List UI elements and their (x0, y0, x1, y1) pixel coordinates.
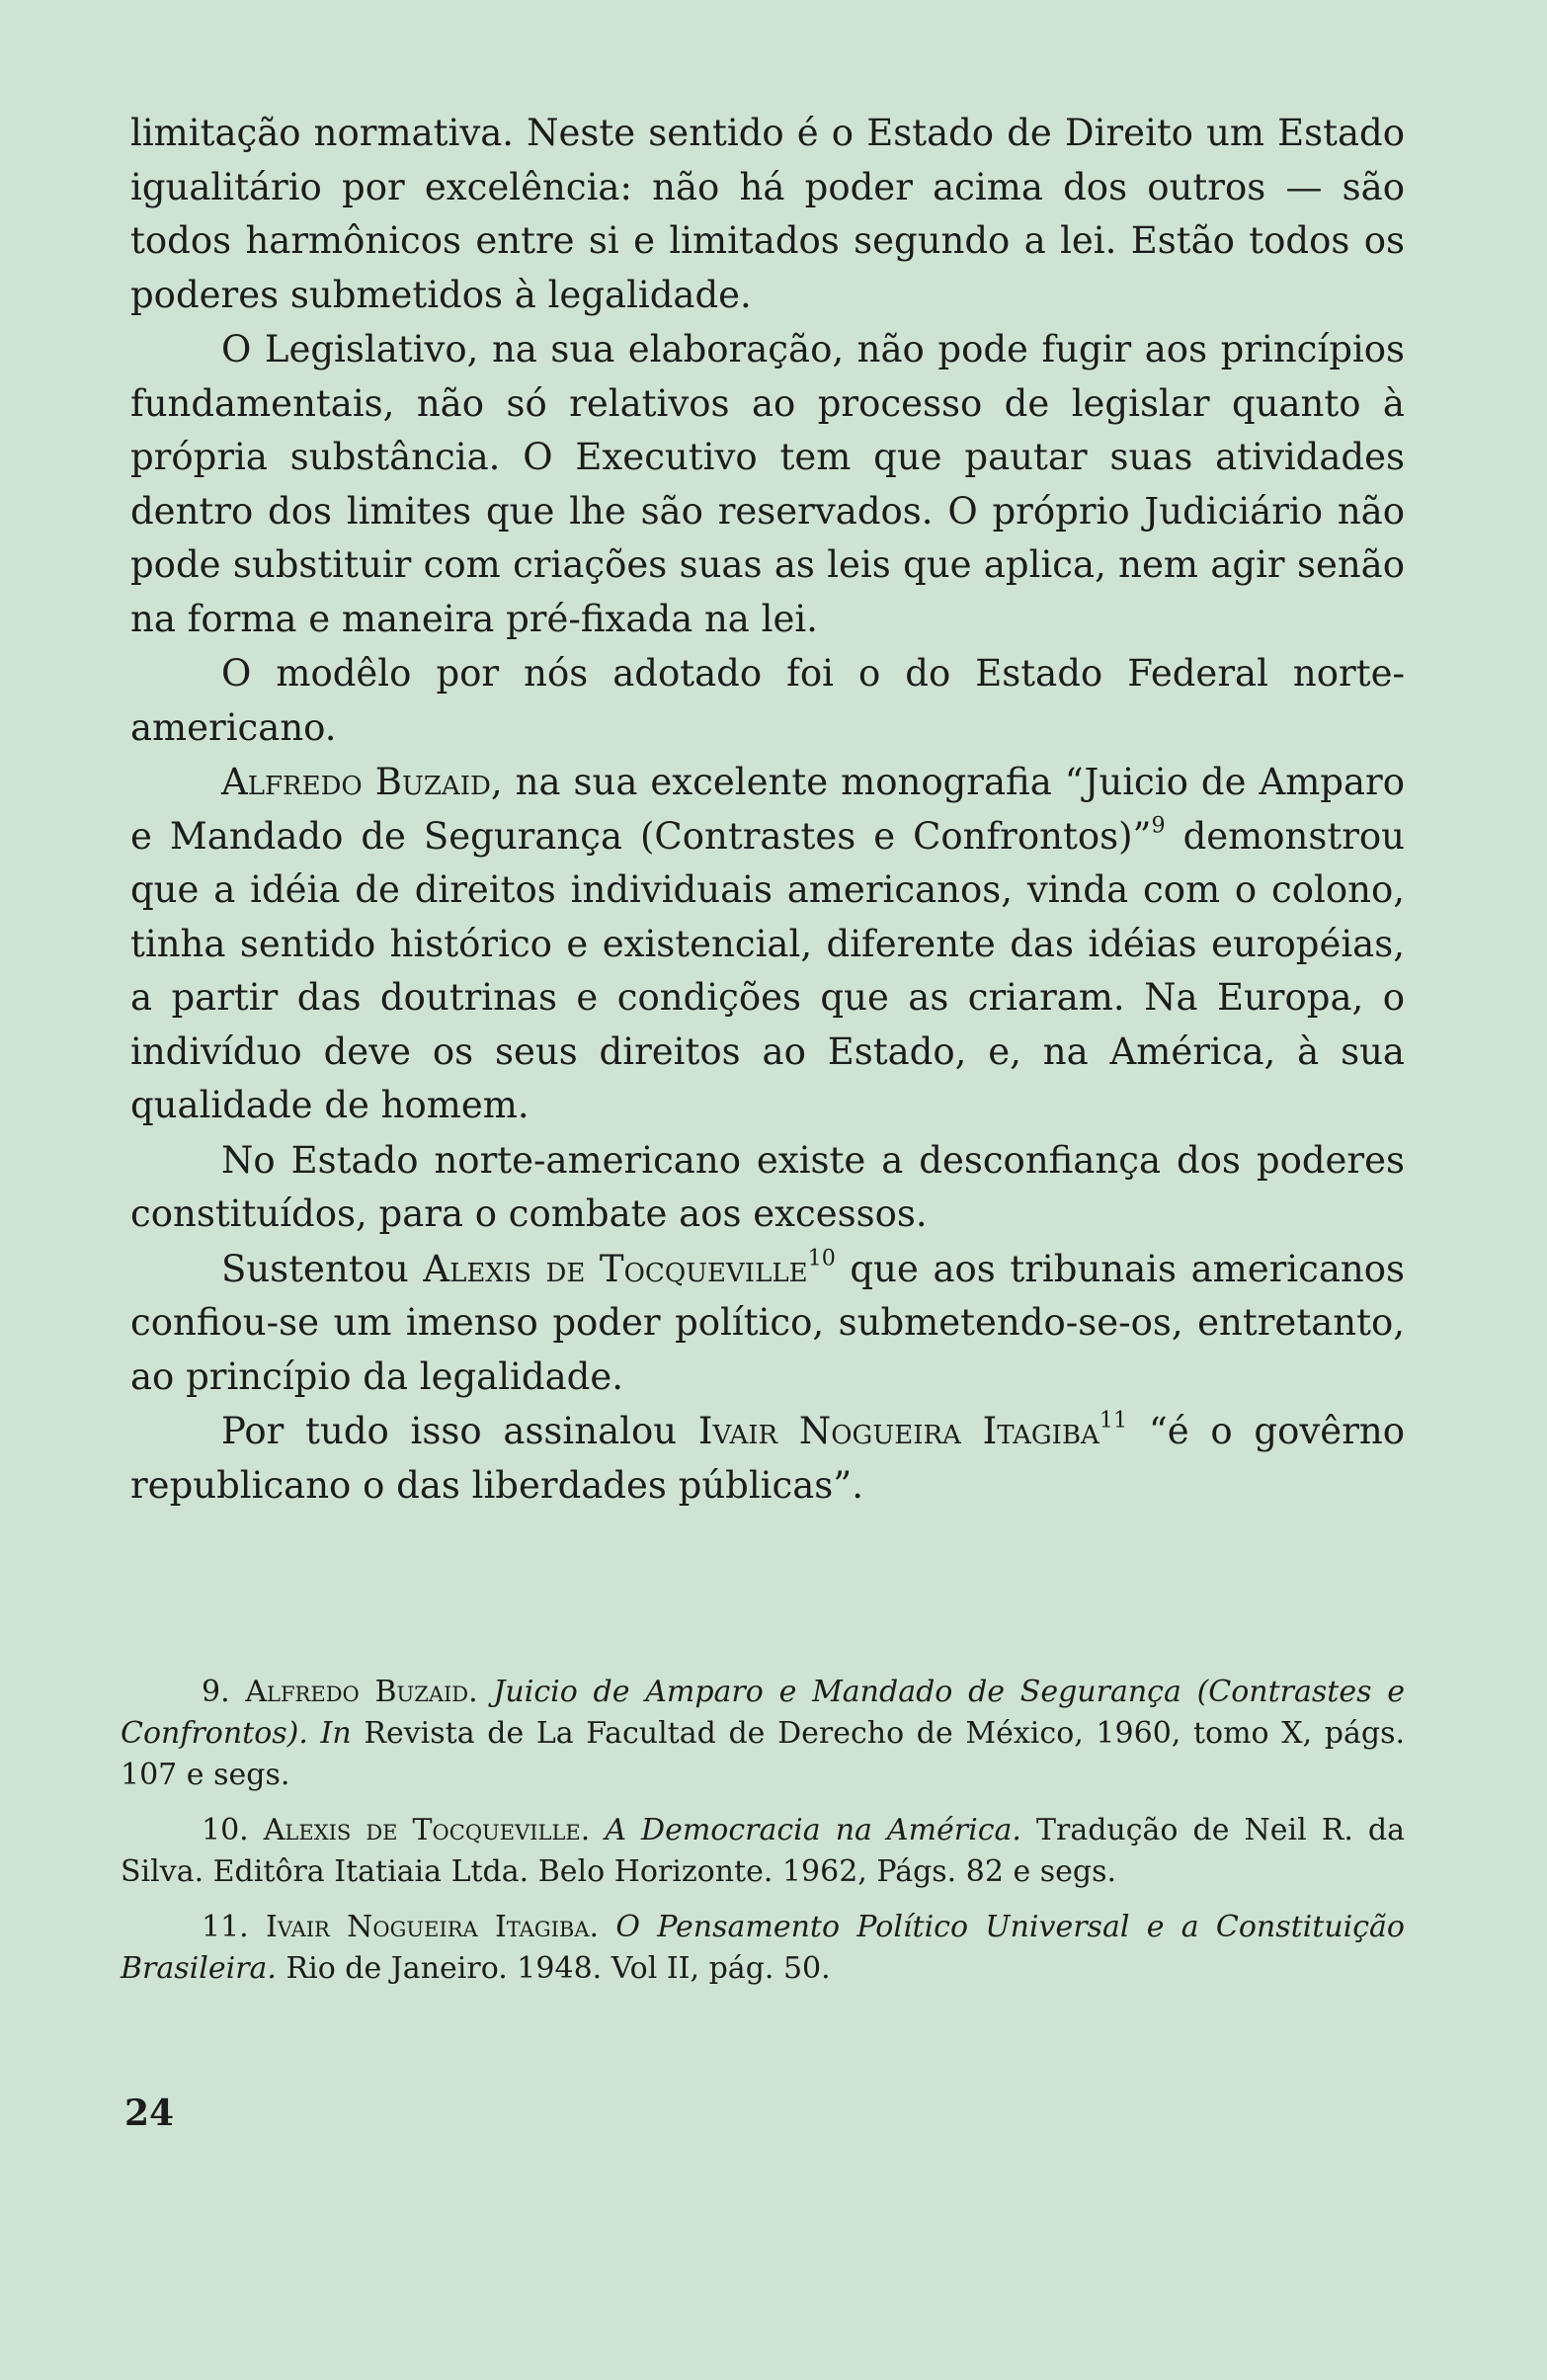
footnote-reference: 11 (1099, 1407, 1128, 1434)
footnotes (121, 1672, 1405, 2004)
paragraph: Sustentou Alexis de Tocqueville$^{10}$ que aos tribunais americanos confiou-se um imenso poder político, submetendo-se-os, entretanto, ao princípio da legalidade. (130, 1244, 1406, 1398)
footnote: 11. Ivair Nogueira Itagiba. O Pensamento Político Universal e a Constituição Brasileira. Rio de Janeiro. 1948. Vol II, pág. 50. (121, 1910, 1405, 1986)
footnote-author: Alexis de Tocqueville. (263, 1813, 591, 1847)
paragraph: Por tudo isso assinalou Ivair Nogueira Itagiba$^{11}$ “é o govêrno republicano o das liberdades públicas”. (130, 1407, 1405, 1507)
footnote-number: 9. (202, 1675, 230, 1709)
paragraph: Alfredo Buzaid, na sua excelente monografia “Juicio de Amparo e Mandado de Segurança (Contrastes e Confrontos)”$^9$ demonstrou que a idéia de direitos individuais americanos, vinda com o colono, tinha sentido histórico e existencial, diferente das idéias européias, a partir das doutrinas e condições que as criaram. Na Europa, o indivíduo deve os seus direitos ao Estado, e, na América, à sua qualidade de homem. (130, 761, 1406, 1126)
author-name: Alexis de Tocqueville (423, 1247, 808, 1290)
page-number: 24 (124, 2093, 175, 2134)
body-text (130, 107, 1405, 1513)
paragraph: limitação normativa. Neste sentido é o Estado de Direito um Estado igualitário por excelência: não há poder acima dos outros — são todos harmônicos entre si e limitados segundo a lei. Estão todos os poderes submetidos à legalidade. (130, 112, 1405, 316)
footnote-title: O Pensamento Político Universal e a Constituição Brasileira. (121, 1910, 1405, 1986)
footnote: 9. Alfredo Buzaid. Juicio de Amparo e Mandado de Segurança (Contrastes e Confrontos). In Revista de La Facultad de Derecho de México, 1960, tomo X, págs. 107 e segs. (121, 1675, 1405, 1792)
footnote-reference: 10 (807, 1244, 836, 1271)
footnote-number: 11. (202, 1910, 249, 1944)
footnote-title: A Democracia na América. (605, 1813, 1021, 1847)
footnote-title: Juicio de Amparo e Mandado de Segurança (Contrastes e Confrontos). In (121, 1675, 1405, 1751)
paragraph: No Estado norte-americano existe a desconfiança dos poderes constituídos, para o combate aos excessos. (130, 1138, 1405, 1235)
footnote-author: Alfredo Buzaid. (245, 1675, 478, 1709)
footnote: 10. Alexis de Tocqueville. A Democracia na América. Tradução de Neil R. da Silva. Editôra Itatiaia Ltda. Belo Horizonte. 1962, Págs. 82 e segs. (121, 1813, 1405, 1889)
author-name: Ivair Nogueira Itagiba (697, 1410, 1099, 1452)
author-name: Alfredo Buzaid, (221, 761, 503, 803)
paragraph: O Legislativo, na sua elaboração, não pode fugir aos princípios fundamentais, não só relativos ao processo de legislar quanto à própria substância. O Executivo tem que pautar suas atividades dentro dos limites que lhe são reservados. O próprio Judiciário não pode substituir com criações suas as leis que aplica, nem agir senão na forma e maneira pré-fixada na lei. (130, 328, 1405, 640)
footnote-number: 10. (202, 1813, 249, 1847)
paragraph: O modêlo por nós adotado foi o do Estado Federal norte-americano. (130, 652, 1405, 749)
footnote-author: Ivair Nogueira Itagiba. (266, 1910, 600, 1944)
footnote-reference: 9 (1151, 811, 1166, 838)
